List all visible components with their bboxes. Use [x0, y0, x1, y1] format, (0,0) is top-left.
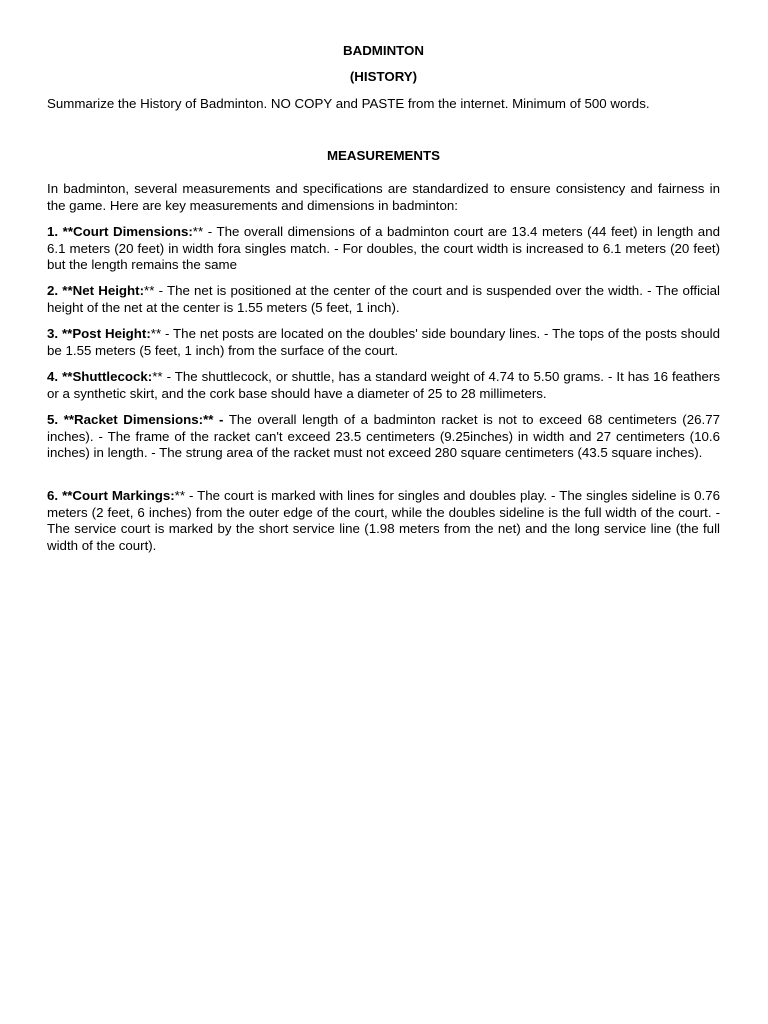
item-text: - The court is marked with lines for singles and doubles play. - The singles sideline is 0.76 meters (2 feet, 6 inches) from the outer edge of the court, while the doubles sideline is the full width of the court. - The service court is marked by the short service line (1.98 meters from the net) and the long service line (the full width of the court).	[47, 488, 720, 553]
list-item	[47, 326, 720, 359]
item-term: Net Height:	[72, 283, 145, 298]
item-text: The overall length of a badminton racket is not to exceed 68 centimeters (26.77 inches). - The frame of the racket can't exceed 23.5 centimeters (9.25inches) in width and 27 centimeters (10.6 inches) in length. - The strung area of the racket must not exceed 280 square centimeters (43.5 square inches).	[47, 412, 720, 460]
item-term: Shuttlecock:	[72, 369, 153, 384]
item-term: Post Height:	[72, 326, 151, 341]
item-number: 1. **	[47, 224, 73, 239]
item-number: 3. **	[47, 326, 73, 341]
list-item	[47, 412, 720, 462]
section-title: MEASUREMENTS	[326, 148, 441, 163]
item-text: - The overall dimensions of a badminton court are 13.4 meters (44 feet) in length and 6.1 meters (20 feet) in width fora singles match. - For doubles, the court width is increased to 6.1 meters (20 feet) but the length remains the same	[47, 224, 720, 272]
item-text: - The net is positioned at the center of the court and is suspended over the width. - The official height of the net at the center is 1.55 meters (5 feet, 1 inch).	[47, 283, 720, 315]
list-item	[47, 224, 720, 274]
list-item	[47, 488, 720, 554]
list-item	[47, 283, 720, 316]
item-text: - The shuttlecock, or shuttle, has a standard weight of 4.74 to 5.50 grams. - It has 16 feathers or a synthetic skirt, and the cork base should have a diameter of 25 to 28 millimeters.	[47, 369, 720, 401]
item-text: - The net posts are located on the doubles' side boundary lines. - The tops of the posts should be 1.55 meters (5 feet, 1 inch) from the surface of the court.	[47, 326, 720, 358]
item-number: 5. **	[47, 412, 75, 427]
item-marker: **	[150, 326, 162, 341]
item-marker: ** -	[203, 412, 224, 427]
item-number: 4. **	[47, 369, 73, 384]
document-title: BADMINTON	[342, 43, 424, 58]
item-term: Court Markings:	[72, 488, 175, 503]
document-subtitle: (HISTORY)	[349, 69, 418, 84]
list-item	[47, 369, 720, 402]
item-marker: **	[144, 283, 155, 298]
item-number: 6. **	[47, 488, 73, 503]
item-marker: **	[174, 488, 186, 503]
item-marker: **	[192, 224, 204, 239]
item-number: 2. **	[47, 283, 73, 298]
item-marker: **	[152, 369, 163, 384]
item-term: Court Dimensions:	[73, 224, 193, 239]
section-intro: In badminton, several measurements and specifications are standardized to ensure consistency and fairness in the game. Here are key measurements and dimensions in badminton:	[47, 181, 720, 213]
instruction-text: Summarize the History of Badminton. NO COPY and PASTE from the internet. Minimum of 500 words.	[47, 96, 650, 111]
item-term: Racket Dimensions:	[74, 412, 204, 427]
